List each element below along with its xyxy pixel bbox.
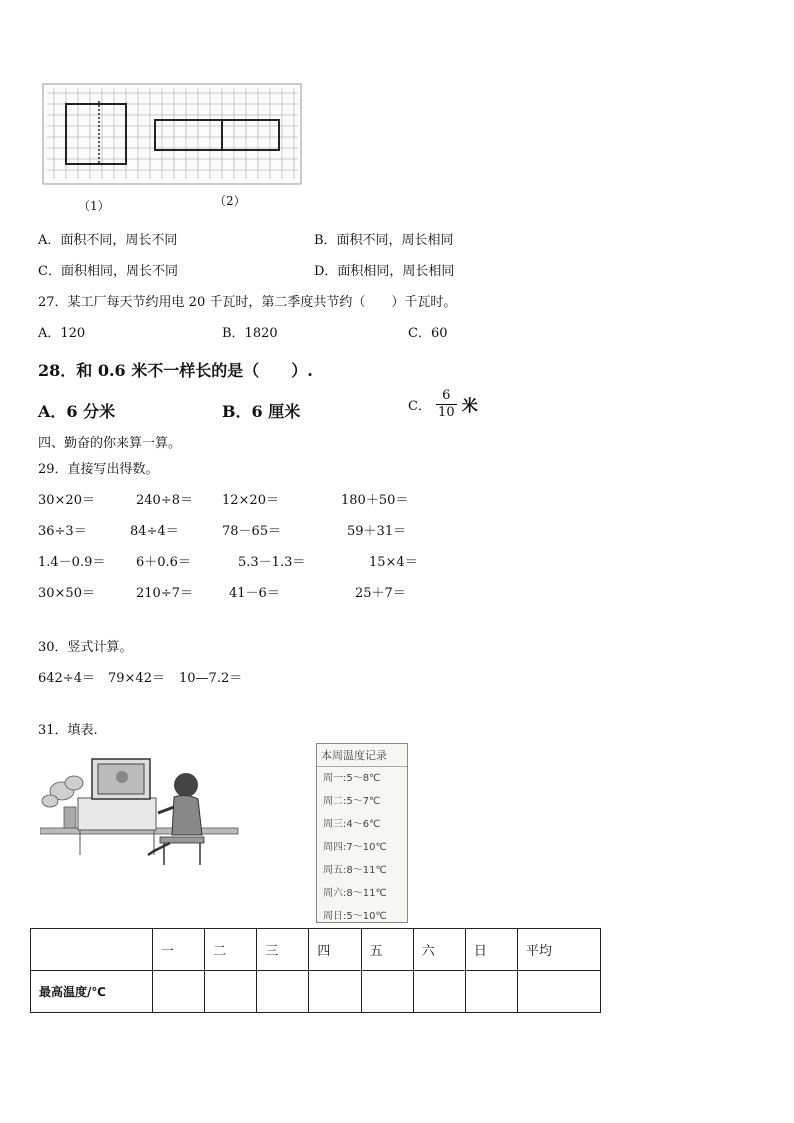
calc-item: 41－6＝ [229,586,280,601]
calc-item: 6＋0.6＝ [136,555,191,570]
q27-option-a: A．120 [38,326,86,341]
table-answer-cell[interactable] [257,971,309,1013]
q28-stem: 28．和 0.6 米不一样长的是（ ）. [38,361,313,380]
temperature-line: 周日:5～10℃ [323,911,387,922]
temperature-line: 周六:8～11℃ [323,888,387,899]
calc-item: 5.3－1.3＝ [238,555,306,570]
figure-label-2: （2） [214,194,246,208]
calc-item: 180＋50＝ [341,493,409,508]
table-header-cell: 六 [413,929,465,971]
table-answer-cell[interactable] [413,971,465,1013]
calc-item: 210÷7＝ [136,586,193,601]
table-header-cell: 日 [465,929,517,971]
table-header-cell: 五 [361,929,413,971]
temperature-line: 周二:5～7℃ [323,796,381,807]
q28-option-c-prefix: C． [408,399,431,414]
calc-item: 1.4－0.9＝ [38,555,106,570]
q31-stem: 31．填表. [38,723,98,738]
calc-item: 15×4＝ [369,555,418,570]
calc-item: 25＋7＝ [355,586,406,601]
table-header-cell [31,929,153,971]
calc-item: 36÷3＝ [38,524,87,539]
vertical-calc-item: 10—7.2＝ [179,671,243,686]
q27-stem: 27．某工厂每天节约用电 20 千瓦时，第二季度共节约（ ）千瓦时。 [38,295,457,310]
calc-item: 30×20＝ [38,493,95,508]
calc-item: 12×20＝ [222,493,279,508]
q28-option-c-fraction [436,388,457,421]
grid-figure [42,83,304,187]
calc-item: 240÷8＝ [136,493,193,508]
fraction-denominator: 10 [438,405,455,420]
vertical-calc-item: 79×42＝ [108,671,165,686]
temperature-line: 周一:5～8℃ [323,773,381,784]
table-row [31,971,601,1013]
table-answer-cell[interactable] [309,971,361,1013]
q27-option-c: C．60 [408,326,448,341]
q26-option-a: A．面积不同，周长不同 [38,233,178,248]
section-4-title: 四、勤奋的你来算一算。 [38,436,182,451]
table-header-row [31,929,601,971]
table-header-cell: 四 [309,929,361,971]
calc-item: 59＋31＝ [347,524,407,539]
q26-option-c: C．面积相同，周长不同 [38,264,178,279]
table-answer-cell[interactable] [517,971,600,1013]
calc-item: 84÷4＝ [130,524,179,539]
temperature-record-card [316,743,408,923]
fraction-numerator: 6 [436,388,457,405]
table-header-cell: 平均 [517,929,600,971]
table-header-cell: 一 [153,929,205,971]
calc-item: 78－65＝ [222,524,282,539]
table-answer-cell[interactable] [465,971,517,1013]
row-label-max-temp: 最高温度/℃ [31,971,153,1013]
q28-option-c [408,388,478,421]
q26-option-d: D．面积相同，周长相同 [314,264,455,279]
q28-option-a: A．6 分米 [38,402,116,421]
table-header-cell: 三 [257,929,309,971]
table-header-cell: 二 [205,929,257,971]
temperature-line: 周三:4～6℃ [323,819,381,830]
q30-stem: 30．竖式计算。 [38,640,133,655]
temperature-line: 周四:7～10℃ [323,842,387,853]
temperature-table [30,928,601,1013]
figure-label-1: （1） [78,199,110,213]
vertical-calc-item: 642÷4＝ [38,671,95,686]
table-answer-cell[interactable] [153,971,205,1013]
q26-option-b: B．面积不同，周长相同 [314,233,454,248]
child-at-computer-illustration [40,755,240,867]
temperature-line: 周五:8～11℃ [323,865,387,876]
temperature-card-title: 本周温度记录 [317,744,407,767]
q29-stem: 29．直接写出得数。 [38,462,159,477]
table-answer-cell[interactable] [361,971,413,1013]
calc-item: 30×50＝ [38,586,95,601]
q28-option-b: B．6 厘米 [222,402,301,421]
q27-option-b: B．1820 [222,326,278,341]
q28-option-c-unit: 米 [461,396,478,415]
table-answer-cell[interactable] [205,971,257,1013]
